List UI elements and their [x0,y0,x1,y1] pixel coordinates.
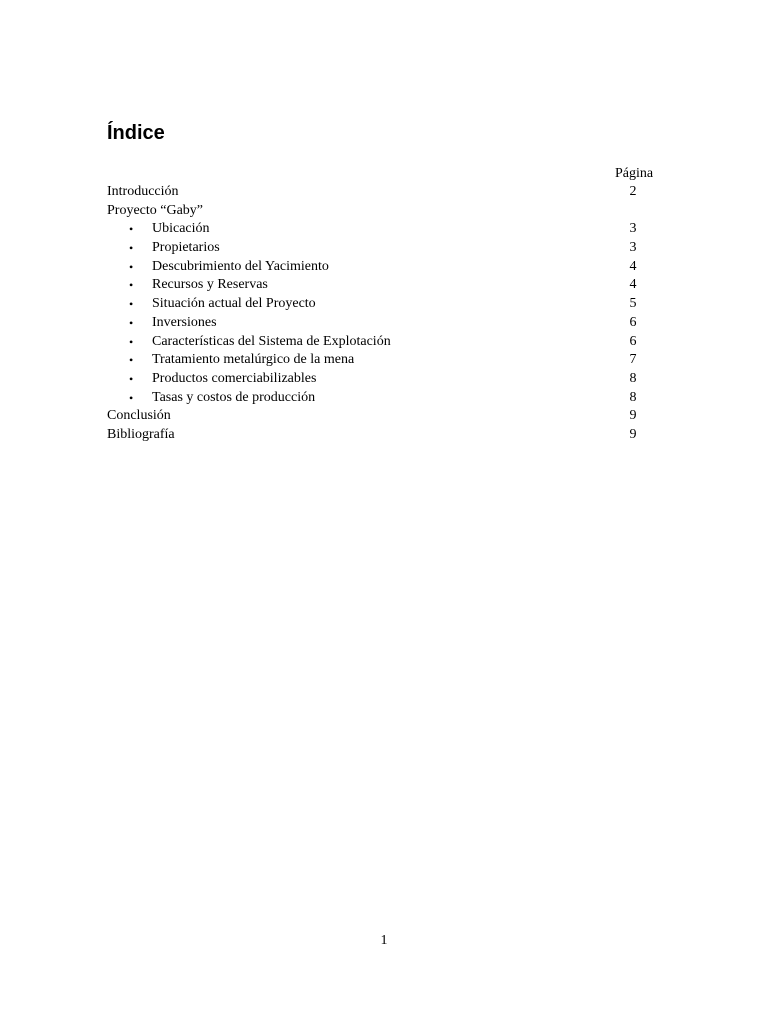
toc-entry-page: 4 [629,258,637,274]
toc-entry-page: 8 [629,389,637,405]
toc-subentry [107,220,667,239]
toc-subentry [107,276,667,295]
page-column-header: Página [614,166,654,181]
bullet-icon: • [129,222,134,237]
toc-entry-label: Situación actual del Proyecto [152,296,316,312]
bullet-icon: • [129,353,134,368]
toc-subentry [107,333,667,352]
page-number: 1 [380,933,388,948]
toc-subentry [107,295,667,314]
bullet-icon: • [129,259,134,274]
toc-entry [107,202,667,221]
toc-entry-page: 3 [629,240,637,256]
toc-entry-page: 3 [629,221,637,237]
bullet-icon: • [129,297,134,312]
toc-subentry [107,258,667,277]
toc-subentry [107,389,667,408]
toc-entry-label: Bibliografía [107,426,175,442]
toc-entry-label: Inversiones [152,314,217,330]
bullet-icon: • [129,334,134,349]
bullet-icon: • [129,315,134,330]
toc-entry-label: Descubrimiento del Yacimiento [152,258,329,274]
toc-entry-page: 6 [629,333,637,349]
toc-entry-page: 5 [629,296,637,312]
toc-subentry [107,351,667,370]
bullet-icon: • [129,241,134,256]
toc-entry-label: Proyecto “Gaby” [107,202,204,218]
toc-entry-label: Productos comerciabilizables [152,370,317,386]
toc-entry [107,407,667,426]
toc-entry [107,426,667,445]
toc-subentry [107,314,667,333]
toc-list [107,183,667,445]
bullet-icon: • [129,278,134,293]
toc-entry [107,183,667,202]
toc-entry-page: 2 [629,184,637,199]
toc-entry-label: Propietarios [152,240,220,256]
toc-entry-label: Características del Sistema de Explotación [152,333,391,349]
toc-entry-label: Tasas y costos de producción [152,389,316,405]
toc-entry-label: Recursos y Reservas [152,277,268,293]
toc-entry-label: Ubicación [152,221,210,237]
bullet-icon: • [129,390,134,405]
toc-entry-page: 9 [629,426,637,442]
toc-subentry [107,370,667,389]
toc-entry-page: 7 [629,352,637,368]
toc-entry-page: 4 [629,277,637,293]
toc-entry-label: Conclusión [107,408,171,424]
toc-entry-label: Introducción [107,184,179,199]
toc-entry-page: 9 [629,408,637,424]
toc-subentry [107,239,667,258]
page-title: Índice [107,122,165,144]
toc-entry-label: Tratamiento metalúrgico de la mena [152,352,355,368]
toc-entry-page: 8 [629,370,637,386]
bullet-icon: • [129,371,134,386]
toc-entry-page: 6 [629,314,637,330]
